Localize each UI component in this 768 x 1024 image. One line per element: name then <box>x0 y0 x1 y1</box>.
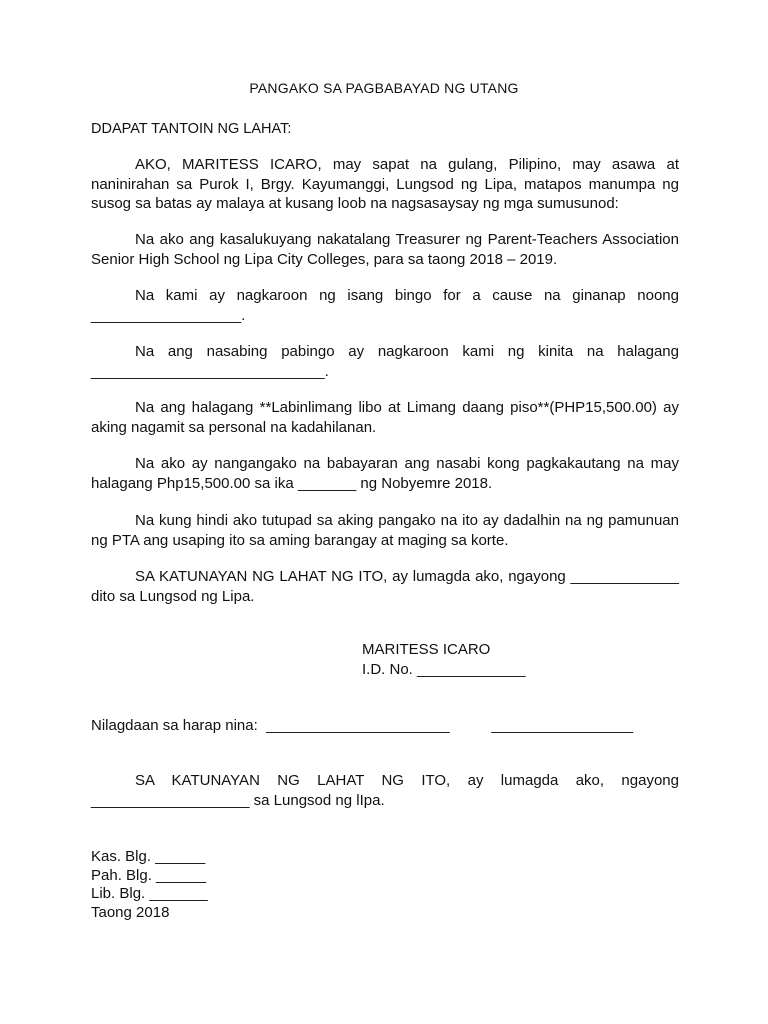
reference-year: Taong 2018 <box>91 903 170 921</box>
addressee-line: DDAPAT TANTOIN NG LAHAT: <box>91 121 292 137</box>
document-title: PANGAKO SA PAGBABAYAD NG UTANG <box>249 80 519 96</box>
witness-line: Nilagdaan sa harap nina: ______________________ _________________ <box>91 717 634 734</box>
paragraph-text: Na ako ang kasalukuyang nakatalang Treasurer ng Parent-Teachers Association Senior High School ng Lipa City Colleges, para sa taong 2018 – 2019. <box>91 231 679 268</box>
paragraph-consequence <box>91 511 679 550</box>
reference-lib: Lib. Blg. _______ <box>91 885 208 902</box>
paragraph-text: Na kami ay nagkaroon ng isang bingo for a cause na ginanap noong __________________. <box>91 287 679 324</box>
paragraph-text: SA KATUNAYAN NG LAHAT NG ITO, ay lumagda ako, ngayong _____________ dito sa Lungsod ng Lipa. <box>91 568 679 605</box>
reference-pah: Pah. Blg. ______ <box>91 866 207 884</box>
paragraph-amount-used <box>91 398 679 437</box>
paragraph-text: SA KATUNAYAN NG LAHAT NG ITO, ay lumagda ako, ngayong ___________________ sa Lungsod ng lIpa. <box>91 772 679 809</box>
paragraph-attestation <box>91 567 679 606</box>
paragraph-declarant <box>91 155 679 214</box>
paragraph-text: Na ang halagang **Labinlimang libo at Limang daang piso**(PHP15,500.00) ay aking nagamit sa personal na kadahilanan. <box>91 399 679 436</box>
signatory-name: MARITESS ICARO <box>362 641 491 658</box>
paragraph-bingo-event <box>91 286 679 325</box>
reference-block <box>91 848 208 922</box>
paragraph-earnings <box>91 342 679 381</box>
signature-block <box>362 640 525 680</box>
reference-kas: Kas. Blg. ______ <box>91 848 206 865</box>
signatory-id-line: I.D. No. _____________ <box>362 661 526 678</box>
paragraph-closing <box>91 771 679 810</box>
paragraph-text: AKO, MARITESS ICARO, may sapat na gulang, Pilipino, may asawa at naninirahan sa Purok I, Brgy. Kayumanggi, Lungsod ng Lipa, matapos manumpa ng susog sa batas ay malaya at kusang loob na nagsasaysay ng mga sumusunod: <box>91 156 679 212</box>
paragraph-text: Na ang nasabing pabingo ay nagkaroon kami ng kinita na halagang ____________________________. <box>91 343 679 380</box>
paragraph-text: Na kung hindi ako tutupad sa aking pangako na ito ay dadalhin na ng pamunuan ng PTA ang usaping ito sa aming barangay at maging sa korte. <box>91 512 679 549</box>
paragraph-position <box>91 230 679 269</box>
paragraph-repayment-promise <box>91 454 679 493</box>
paragraph-text: Na ako ay nangangako na babayaran ang nasabi kong pagkakautang na may halagang Php15,500.00 sa ika _______ ng Nobyemre 2018. <box>91 455 679 492</box>
